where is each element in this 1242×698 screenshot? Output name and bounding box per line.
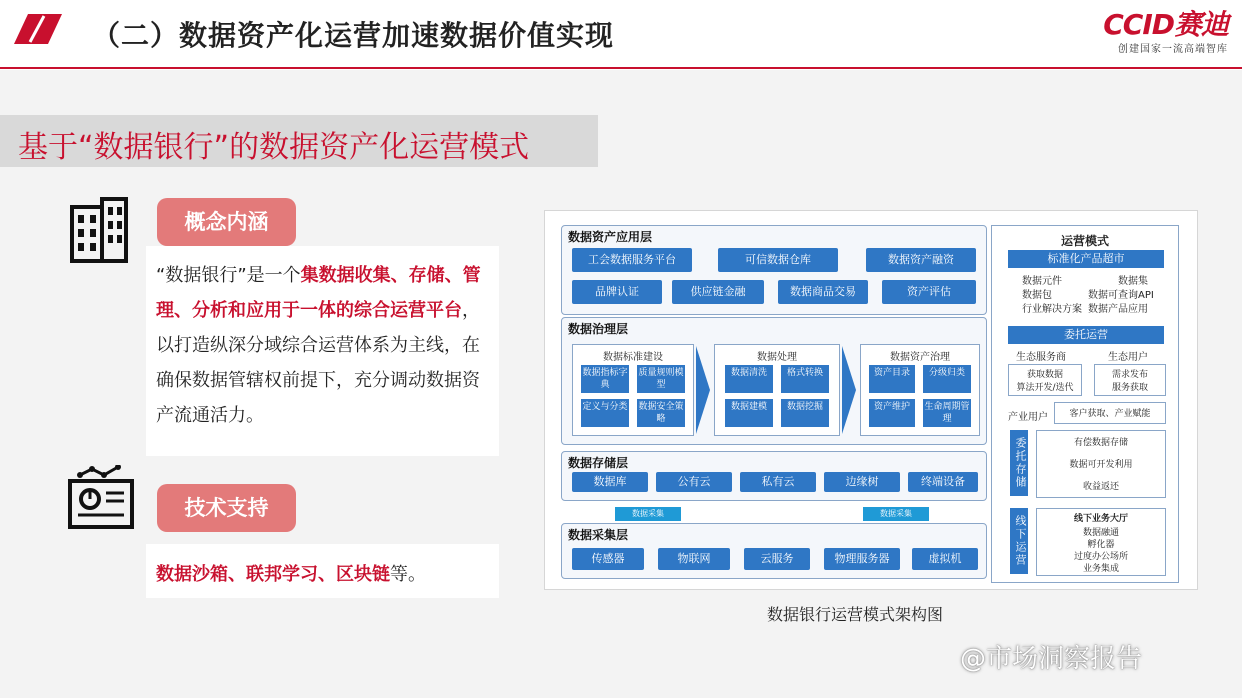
asset-item: 资产维护 [869,399,915,427]
app-item: 供应链金融 [672,280,764,304]
storage-item: 边缘树 [824,472,900,492]
ops-panel [991,225,1179,583]
industry-user: 产业用户 [1008,412,1048,423]
tech-text-highlight: 数据沙箱、联邦学习、区块链 [156,564,390,585]
asset-box [860,344,980,436]
flow-arrow-right: 数据采集 [863,507,929,521]
offline-item: 孵化器 [1087,540,1115,550]
brand-logo [1103,10,1228,55]
eco-provider: 生态服务商 [1016,352,1066,363]
offline-item: 数据融通 [1082,528,1119,538]
collect-layer [561,523,987,579]
industry-box [1054,402,1166,424]
proc-item: 数据清洗 [725,365,773,393]
app-item: 资产评估 [882,280,976,304]
section-title: 基于“数据银行”的数据资产化运营模式 [18,130,530,165]
collect-item: 物理服务器 [824,548,900,570]
provider-box [1008,364,1082,396]
proc-title: 数据处理 [757,352,797,363]
offline-label: 线下运营 [1010,508,1028,574]
offline-item: 业务集成 [1082,564,1119,574]
storage-item: 数据库 [572,472,648,492]
entrust-bar: 委托运营 [1008,326,1164,344]
watermark: @市场洞察报告 [960,644,1143,674]
offline-title: 线下业务大厅 [1073,514,1128,524]
concept-label: 概念内涵 [157,198,296,246]
std-item: 数据指标字典 [581,365,629,393]
brand-name: CCID赛迪 [1103,8,1228,41]
tech-text [156,560,426,586]
std-item: 数据安全策略 [637,399,685,427]
industry-box-text: 客户获取、产业赋能 [1069,409,1151,419]
proc-item: 格式转换 [781,365,829,393]
governance-layer-title: 数据治理层 [568,322,629,336]
asset-item: 资产目录 [869,365,915,393]
header-divider [0,67,1242,69]
trust-item: 收益返还 [1082,482,1119,492]
app-item: 品牌认证 [572,280,662,304]
market-item: 数据可查询API [1088,290,1154,301]
asset-item: 生命周期管理 [923,399,971,427]
app-item: 数据商品交易 [778,280,868,304]
flow-arrow-left: 数据采集 [615,507,681,521]
tech-text-part2: 等。 [390,564,426,585]
ops-title: 运营模式 [1060,234,1109,248]
provider-box-text: 获取数据 算法开发/迭代 [1016,370,1074,393]
storage-layer [561,451,987,501]
concept-text-part1: “数据银行”是一个 [156,265,301,286]
app-item: 工会数据服务平台 [572,248,692,272]
trust-label: 委托存储 [1010,430,1028,496]
app-item: 可信数据仓库 [718,248,838,272]
collect-item: 云服务 [744,548,810,570]
user-box [1094,364,1166,396]
header [0,0,1242,70]
governance-layer [561,317,987,445]
storage-item: 私有云 [740,472,816,492]
brand-tagline: 创建国家一流高端智库 [1118,44,1228,55]
trust-item: 有偿数据存储 [1073,438,1128,448]
concept-text [156,258,491,433]
std-box [572,344,694,436]
proc-item: 数据建模 [725,399,773,427]
proc-box [714,344,840,436]
proc-item: 数据挖掘 [781,399,829,427]
market-item: 数据产品应用 [1088,304,1148,315]
flow-chevron-icon [842,346,856,434]
storage-item: 公有云 [656,472,732,492]
collect-item: 物联网 [658,548,730,570]
eco-user: 生态用户 [1108,352,1148,363]
std-item: 质量规则模型 [637,365,685,393]
std-title: 数据标准建设 [603,352,663,363]
trust-box [1036,430,1166,498]
collect-item: 虚拟机 [912,548,978,570]
collect-layer-title: 数据采集层 [568,528,629,542]
offline-item: 过度办公场所 [1073,552,1128,562]
storage-layer-title: 数据存储层 [568,456,629,470]
asset-item: 分级归类 [923,365,971,393]
app-layer-title: 数据资产应用层 [568,230,653,244]
market-bar: 标准化产品超市 [1008,250,1164,268]
app-item: 数据资产融资 [866,248,976,272]
page-title: （二）数据资产化运营加速数据价值实现 [92,19,615,52]
asset-title: 数据资产治理 [890,352,950,363]
std-item: 定义与分类 [581,399,629,427]
diagram-caption: 数据银行运营模式架构图 [767,605,944,624]
report-chart-icon [66,465,136,531]
collect-item: 传感器 [572,548,644,570]
trust-item: 数据可开发利用 [1069,460,1133,470]
flow-chevron-icon [696,346,710,434]
app-layer [561,225,987,315]
concept-text-highlight: 集数据收集、存储、管理、分析和应用于一体的综合运营平台 [156,265,481,321]
market-item: 行业解决方案 [1022,304,1082,315]
user-box-text: 需求发布 服务获取 [1111,370,1148,393]
concept-text-part2: ，以打造纵深分域综合运营体系为主线，在确保数据管辖权前提下，充分调动数据资产流通活力。 [156,300,480,426]
market-item: 数据集 [1118,276,1148,287]
offline-box [1036,508,1166,576]
market-item: 数据元件 [1022,276,1062,287]
market-item: 数据包 [1022,290,1052,301]
logo-mark-icon [14,14,62,44]
building-icon [68,197,132,263]
tech-label: 技术支持 [157,484,296,532]
architecture-diagram [544,210,1198,590]
storage-item: 终端设备 [908,472,978,492]
